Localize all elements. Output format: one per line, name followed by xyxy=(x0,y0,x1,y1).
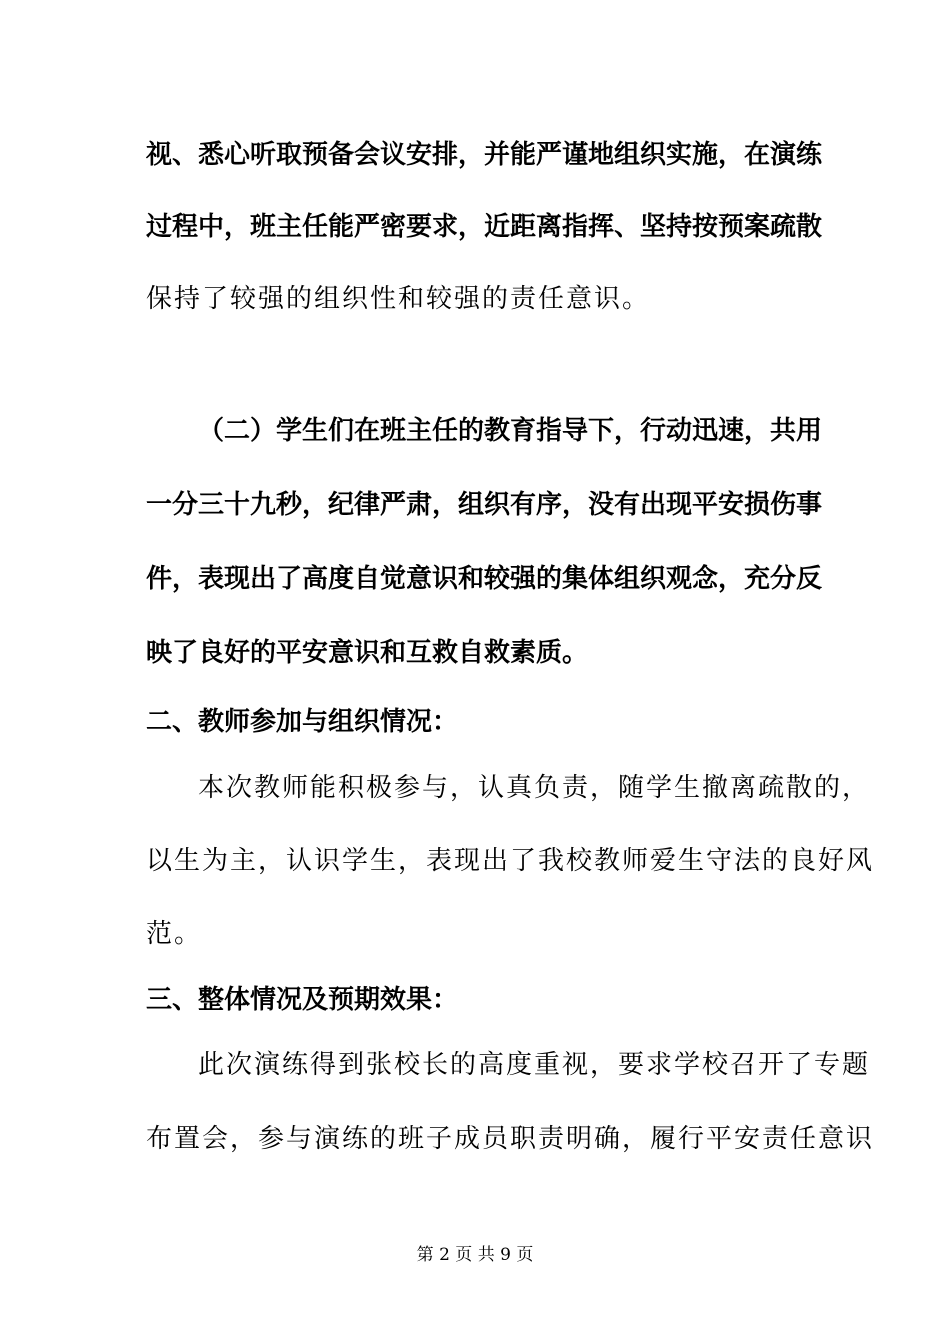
paragraph-line: 范。 xyxy=(146,919,203,949)
section-heading: 二、教师参加与组织情况： xyxy=(146,707,459,737)
paragraph-line: 此次演练得到张校长的高度重视，要求学校召开了专题 xyxy=(198,1050,871,1080)
paragraph-line: 保持了较强的组织性和较强的责任意识。 xyxy=(146,284,651,314)
paragraph-line: 以生为主，认识学生，表现出了我校教师爱生守法的良好风 xyxy=(146,846,875,876)
page-footer: 第 2 页 共 9 页 xyxy=(416,1245,534,1265)
paragraph-line: （二）学生们在班主任的教育指导下，行动迅速，共用 xyxy=(198,416,823,446)
paragraph-line: 布置会，参与演练的班子成员职责明确，履行平安责任意识 xyxy=(146,1124,875,1154)
paragraph-line: 映了良好的平安意识和互救自救素质。 xyxy=(146,638,589,668)
paragraph-line: 本次教师能积极参与，认真负责，随学生撤离疏散的， xyxy=(198,773,871,803)
paragraph-line: 过程中，班主任能严密要求，近距离指挥、坚持按预案疏散 xyxy=(146,212,823,242)
paragraph-line: 一分三十九秒，纪律严肃，组织有序，没有出现平安损伤事 xyxy=(146,490,823,520)
section-heading: 三、整体情况及预期效果： xyxy=(146,985,459,1015)
paragraph-line: 视、悉心听取预备会议安排，并能严谨地组织实施，在演练 xyxy=(146,140,823,170)
paragraph-line: 件，表现出了高度自觉意识和较强的集体组织观念，充分反 xyxy=(146,564,823,594)
